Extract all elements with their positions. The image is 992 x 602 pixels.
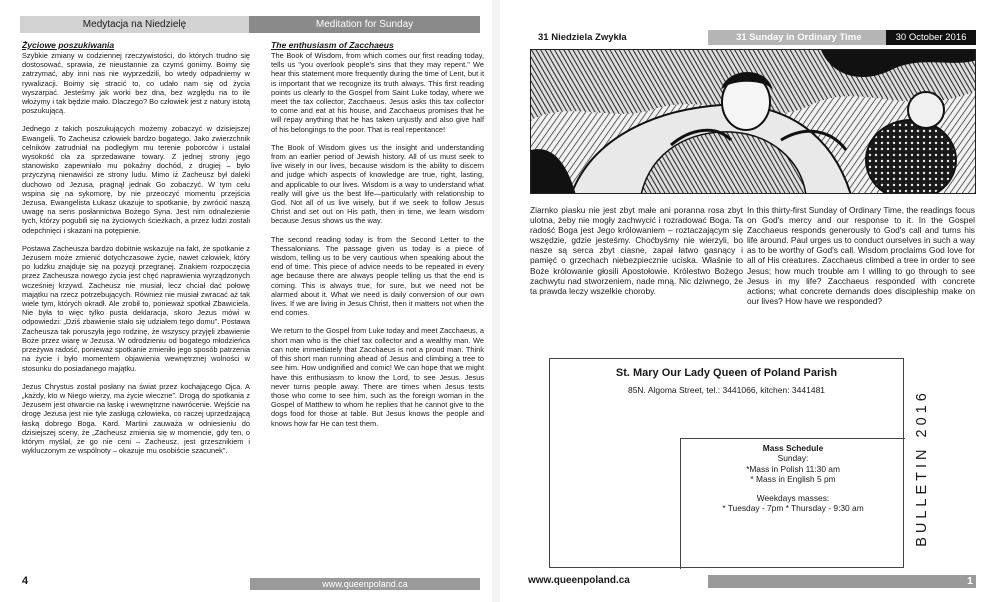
parish-name: St. Mary Our Lady Queen of Poland Parish xyxy=(615,367,838,379)
sunday-label: Sunday: xyxy=(777,453,809,464)
article-paragraph: The Book of Wisdom, from which comes our first reading today, tells us "you overlook people's sins that they may repent." We hear this statement more frequently during the time of Lent, but it is important that we recognize its truth always. This first reading points us clearly to the Gospel from Saint Luke today, where we meet the tax collector, Zacchaeus. Jesus asks this tax collector to come and eat at his house, and Zacchaeus promises that he will repay anything that he has taken unjustly and also give half of his belongings to the poor. That is real repentance! xyxy=(271,51,484,134)
mass-schedule xyxy=(680,438,905,569)
zacchaeus-illustration xyxy=(530,49,976,194)
article-paragraph: Szybkie zmiany w codziennej rzeczywistości, do których trudno się dostosować, sprawia, że nieustannie za czymś gonimy. Boimy się zatrzymać, aby inni nas nie wyprzedzili, bo wtedy odpadniemy w rywalizacji. Boimy się stracić to, co udało nam się od życia wyszarpać. Jesteśmy jak worki bez dna, bez względu na to ile włożymy i tak będzie mało. Dlaczego? Bo człowiek jest z natury istotą poszukującą. xyxy=(22,51,250,116)
weekday-mass-times: * Tuesday - 7pm * Thursday - 9:30 am xyxy=(722,503,864,514)
right-page xyxy=(500,0,992,602)
right-header xyxy=(528,30,976,45)
english-sunday-title: 31 Sunday in Ordinary Time xyxy=(708,30,886,45)
article-paragraph: We return to the Gospel from Luke today and meet Zacchaeus, a short man who is the chief tax collector and a wealthy man. We can note immediately that Zacchaeus is not a proud man. Think of this short man running ahead of Jesus and climbing a tree to see him. How undignified and comic! We can hope that we might have this enthusiasm to know the Lord, to see Jesus. Jesus never turns people away. There are times when Jesus tests those who come to see him, such as the foreign woman in the Gospel of Matthew to whom he replies that he cannot give to the dogs food for those at table. But Jesus knows the people and knows how far He can test them. xyxy=(271,326,484,428)
parish-address: 85N. Algoma Street, tel.: 3441066, kitchen: 3441481 xyxy=(627,385,826,395)
left-header xyxy=(20,16,480,33)
bulletin-label-text: BULLETIN 2016 xyxy=(914,389,930,547)
english-section-title: Meditation for Sunday xyxy=(249,16,480,33)
sunday-polish-mass: *Mass in Polish 11:30 am xyxy=(746,463,840,474)
bulletin-date: 30 October 2016 xyxy=(886,30,976,45)
polish-article-title: Życiowe poszukiwania xyxy=(22,40,115,50)
polish-reflection: Ziarnko piasku nie jest zbyt małe ani poranna rosa zbyt ulotna, żeby nie mogły zachwycić i rozradować Boga. Ta radość Boga jest Jego królowaniem – roztaczającym się wszędzie, gdzie jesteśmy. Choćbyśmy nie wierzyli, bo nasze są serca zbyt ciasne, zapał łatwo gasnący i pamięć o grzechach niebezpiecznie uciska. Właśnie to Boże królowanie głosili Apostołowie. Królestwo Bożego zachwytu nad stworzeniem, nade mną. Nic dziwnego, że ta prawda leczy wszelkie choroby. xyxy=(530,205,743,296)
english-article-title: The enthusiasm of Zacchaeus xyxy=(271,40,394,50)
mass-schedule-title: Mass Schedule xyxy=(762,443,824,453)
english-reflection: In this thirty-first Sunday of Ordinary Time, the readings focus on God's mercy and our response to it. In the Gospel Zacchaeus responds generously to God's call and turns his life around. Paul urges us to conduct ourselves in such a way as to be worthy of God's call. Wisdom proclaims God love for all of His creatures. Zacchaeus climbed a tree in order to see Jesus; how much trouble am I willing to go through to see Jesus in my life? Zacchaeus responded with concrete actions; what concrete demands does discipleship make on our lives? How have we responded? xyxy=(747,205,975,306)
article-paragraph: Postawa Zacheusza bardzo dobitnie wskazuje na fakt, że spotkanie z Jezusem może zmienić dotychczasowe życie, nawet człowiek, który po ludzku znajduje się na pozycji przegranej. Znakiem rozpoczęcia przez Zacheusza nowego życia jest chęć naprawienia wyrządzonych wcześniej krzywd. Zacheusz nie musiał, lecz chciał dać połowę majątku na rzecz potrzebujących. Również nie musiał zwracać aż tak wiele tym, których okradł. Ale zrobił to, ponieważ spotkał Zbawiciela. Nie była to więc tylko pusta deklaracja, skoro Jezus mówi w odpowiedzi: „Dziś zbawienie stało się udziałem tego domu”. Postawa Zacheusza tak poruszyła jego rodzinę, że wszyscy przyjęli zbawienie Boże przez wiarę w Jezusa. W odrodzieniu od bogatego młodzieńca przeżywa radość, ponieważ spotkanie zmieniło jego sposób patrzenia na życie i było momentem objawienia wewnętrznej wolności w stosunku do posiadanego majątku. xyxy=(22,243,251,373)
bulletin-year-label xyxy=(912,389,932,547)
sunday-english-mass: * Mass in English 5 pm xyxy=(750,474,836,485)
article-paragraph: Jednego z takich poszukujących możemy zobaczyć w dzisiejszej Ewangelii. To Zacheusz człowiek bardzo bogatego. Jako zwierzchnik celników zatrudniał na podległym mu terenie poborców i ustalał wysokość cła za sprzedawane towary. Z jednej strony jego stanowisko zapewniało mu pokaźny dochód, z drugiej – było przyczyną nienawiści ze strony ludu. Mimo iż Zacheusz był daleki duchowo od Jezusa, pragnął jednak Go zobaczyć. W tym celu wspina się na sykomorę, by nie przeoczyć momentu przejścia Jezusa. Ewangelista Łukasz ukazuje to spotkanie, by zwrócić naszą uwagę na sens posłannictwa Bożego Syna. Jest nim odnalezienie tych, którzy pogubili się na życiowych ścieżkach, a przez ludzi zostali odepchnięci i skazani na potępienie. xyxy=(22,124,250,235)
left-footer xyxy=(20,576,480,590)
article-paragraph: The second reading today is from the Second Letter to the Thessalonians. The passage given us today is a piece of wisdom, telling us to be very cautious when speaking about the end of time. This piece of advice needs to be repeated in every age because there are always people telling us that the end is coming. This is always true, for sure, but we need not be alarmed about it. What we need is daily conversion of our own lives. If we are living in Jesus Christ, then it matters not when the end comes. xyxy=(271,234,484,318)
left-page xyxy=(0,0,492,602)
page-number: 1 xyxy=(967,575,973,587)
english-article xyxy=(271,40,484,437)
footer-url[interactable]: www.queenpoland.ca xyxy=(250,578,480,590)
polish-article xyxy=(22,40,250,464)
polish-sunday-title: 31 Niedziela Zwykła xyxy=(538,32,627,43)
right-footer xyxy=(528,574,976,588)
page-number: 4 xyxy=(22,575,29,587)
polish-section-title: Medytacja na Niedzielę xyxy=(20,16,249,33)
footer-url[interactable]: www.queenpoland.ca xyxy=(528,575,630,586)
weekday-label: Weekdays masses: xyxy=(756,492,830,503)
article-paragraph: The Book of Wisdom gives us the insight and understanding from an earlier period of Jewish history. All of us must seek to live wisely in our lives, because wisdom is the ability to discern and judge which aspects of knowledge are true, right, lasting, and applicable to our lives. Wisdom is a way to understand what really will give us the best life—particularly with relationship to God. Not all of us live wisely, but if we seek to follow Jesus Christ and set out on His path, then in time, we learn wisdom because Jesus shows us the way. xyxy=(271,142,484,226)
article-paragraph: Jezus Chrystus został posłany na świat przez kochającego Ojca. A „każdy, kto w Niego wierzy, ma życie wieczne”. Drogą do spotkania z Jezusem jest otwarcie na łaskę i wewnętrzne nawrócenie. Wejście na drogę Jezusa jest nie tyle zasługą człowieka, co raczej uprzedzającą łaską dobrego Boga. Kard. Martini zauważa w odniesieniu do dzisiejszej sceny, że „Zacheusz zmienia się w momencie, gdy ten, o którym myślał, że go nie ceni – Zacheusz, jest grzesznikiem i wykluczonym ze wspólnoty – okazuje mu osobiście szacunek”. xyxy=(22,381,250,456)
parish-info-box xyxy=(549,358,904,568)
page-gutter xyxy=(492,0,500,602)
footer-bar xyxy=(708,575,976,588)
